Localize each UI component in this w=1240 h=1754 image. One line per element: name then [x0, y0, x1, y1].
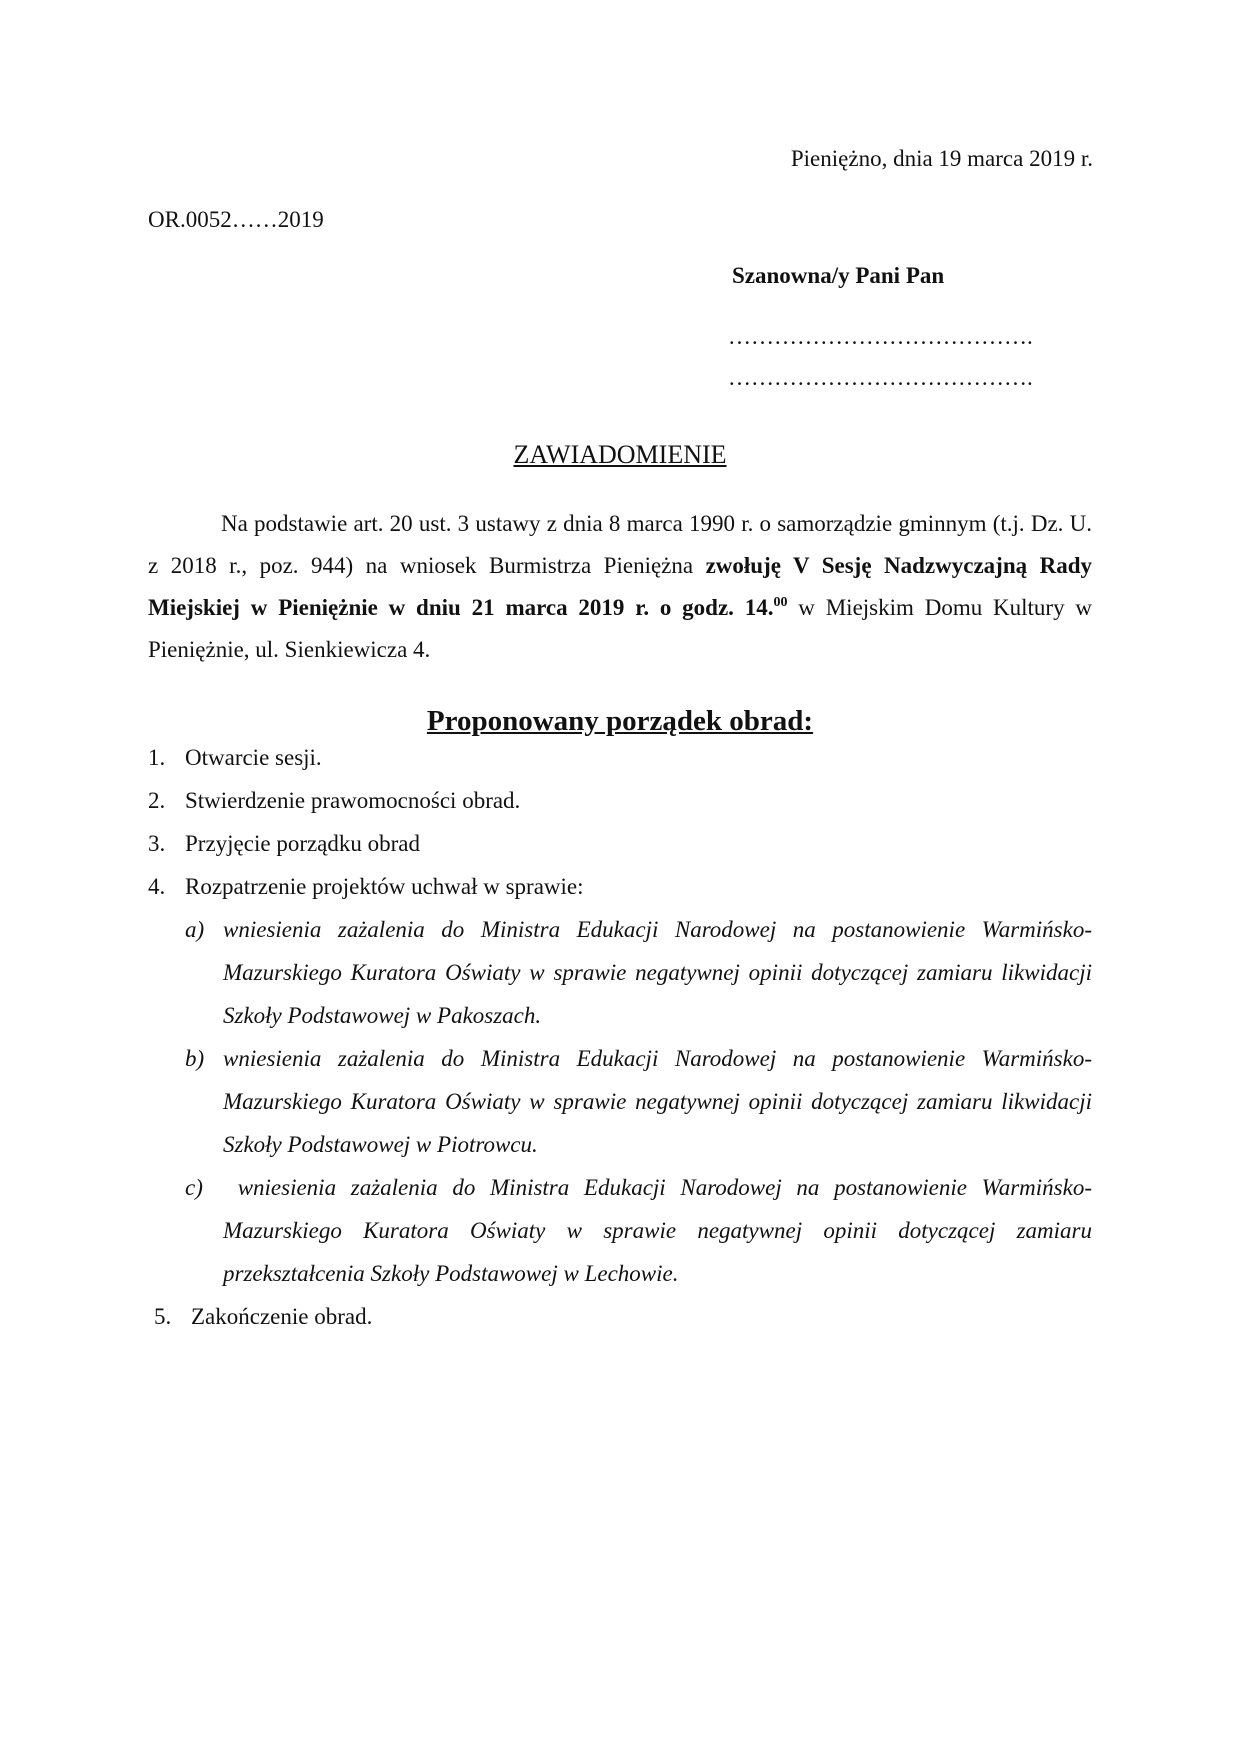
convocation-text: zwołuję V Sesję Nadzwyczajną Rady Miejskiej w Pieniężnie w dniu 21 marca 2019 r. o godz. 14. [148, 553, 1092, 620]
agenda-item-text: Zakończenie obrad. [191, 1304, 373, 1329]
place-and-date: Pieniężno, dnia 19 marca 2019 r. [790, 146, 1093, 171]
agenda-title: Proponowany porządek obrad: [426, 705, 814, 737]
agenda-item [148, 736, 1092, 779]
agenda-list [148, 736, 1098, 1338]
agenda-subitem-text: wniesienia zażalenia do Ministra Edukacji Narodowej na postanowienie Warmińsko-Mazurskiego Kuratora Oświaty w sprawie negatywnej opinii dotyczącej zamiaru przekształcenia Szkoły Podstawowej w Lechowie. [223, 1175, 1098, 1286]
intro-paragraph [148, 503, 1092, 671]
agenda-subitem-text: wniesienia zażalenia do Ministra Edukacji Narodowej na postanowienie Warmińsko-Mazurskiego Kuratora Oświaty w sprawie negatywnej opinii dotyczącej zamiaru likwidacji Szkoły Podstawowej w Piotrowcu. [223, 1046, 1092, 1157]
agenda-subitem-letter: b) [185, 1046, 205, 1071]
reference-number: OR.0052……2019 [148, 207, 324, 232]
agenda-item-text: Rozpatrzenie projektów uchwał w sprawie: [185, 874, 584, 899]
agenda-subitem-letter: a) [185, 917, 205, 942]
agenda-item-text: Stwierdzenie prawomocności obrad. [185, 788, 521, 813]
agenda-item-number: 4. [148, 874, 166, 899]
agenda-item-number: 1. [148, 745, 166, 770]
agenda-subitems [185, 908, 1098, 1295]
addressee-salutation: Szanowna/y Pani Pan [732, 263, 945, 288]
agenda-item [148, 822, 1092, 865]
agenda-subitem [185, 1037, 1092, 1166]
intro-text: Na podstawie art. 20 ust. 3 ustawy z dnia 8 marca 1990 r. o samorządzie gminnym (t.j. Dz. U. z 2018 r., poz. 944) na wniosek Burmistrza Pieniężna [148, 511, 1092, 578]
agenda-subitem-text: wniesienia zażalenia do Ministra Edukacji Narodowej na postanowienie Warmińsko-Mazurskiego Kuratora Oświaty w sprawie negatywnej opinii dotyczącej zamiaru likwidacji Szkoły Podstawowej w Pakoszach. [223, 917, 1092, 1028]
agenda-subitem [185, 908, 1092, 1037]
agenda-item-text: Otwarcie sesji. [185, 745, 322, 770]
time-minutes-superscript: 00 [773, 595, 788, 610]
agenda-item [148, 865, 1092, 908]
agenda-subitem [185, 1166, 1098, 1295]
agenda-item-number: 3. [148, 831, 166, 856]
agenda-item [148, 1295, 1092, 1338]
document-title: ZAWIADOMIENIE [513, 440, 727, 469]
agenda-item-number: 2. [148, 788, 166, 813]
address-line-1: …………………………………. [728, 324, 1033, 349]
agenda-item-text: Przyjęcie porządku obrad [185, 831, 421, 856]
agenda-item-number: 5. [154, 1304, 172, 1329]
agenda-subitem-letter: c) [185, 1175, 203, 1200]
intro-venue: w Miejskim Domu Kultury w Pieniężnie, ul. Sienkiewicza 4. [148, 595, 1092, 662]
agenda-item [148, 779, 1092, 822]
address-line-2: …………………………………. [728, 365, 1033, 390]
